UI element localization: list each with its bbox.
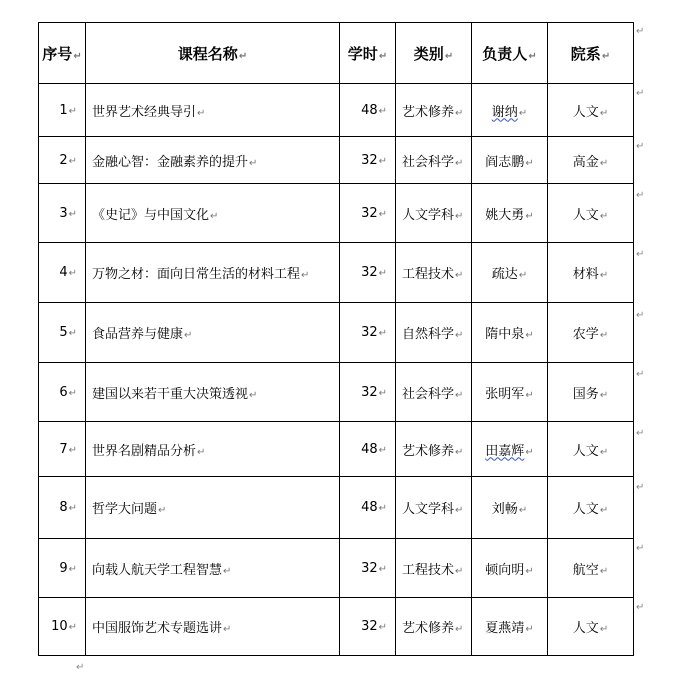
course-name: 万物之材：面向日常生活的材料工程↵ (86, 243, 340, 303)
course-hours: 32↵ (340, 598, 396, 656)
course-name: 金融心智：金融素养的提升↵ (86, 137, 340, 184)
paragraph-mark: ↵ (76, 662, 85, 673)
course-category: 自然科学↵ (396, 303, 472, 363)
row-index: 3↵ (39, 184, 86, 243)
course-category: 社会科学↵ (396, 137, 472, 184)
table-row (39, 598, 634, 656)
row-index: 2↵ (39, 137, 86, 184)
course-dept: 人文↵ (548, 598, 634, 656)
course-name: 哲学大问题↵ (86, 477, 340, 539)
course-person: 张明军↵ (472, 363, 548, 422)
header-person: 负责人↵ (472, 23, 548, 84)
course-name: 建国以来若干重大决策透视↵ (86, 363, 340, 422)
table-row (39, 303, 634, 363)
course-hours: 32↵ (340, 137, 396, 184)
table-row (39, 363, 634, 422)
course-dept: 人文↵ (548, 184, 634, 243)
course-dept: 人文↵ (548, 477, 634, 539)
table-row (39, 84, 634, 137)
header-hours: 学时↵ (340, 23, 396, 84)
course-person: 谢纳↵ (472, 84, 548, 137)
table-row (39, 477, 634, 539)
row-end-mark: ↵ (636, 602, 645, 613)
course-dept: 国务↵ (548, 363, 634, 422)
course-category: 人文学科↵ (396, 477, 472, 539)
table-row (39, 243, 634, 303)
course-dept: 人文↵ (548, 422, 634, 477)
table-row (39, 539, 634, 598)
table-row (39, 184, 634, 243)
course-name: 世界名剧精品分析↵ (86, 422, 340, 477)
header-index: 序号↵ (39, 23, 86, 84)
row-index: 4↵ (39, 243, 86, 303)
course-person: 阎志鹏↵ (472, 137, 548, 184)
row-end-mark: ↵ (636, 249, 645, 260)
course-hours: 32↵ (340, 539, 396, 598)
row-end-mark: ↵ (636, 543, 645, 554)
course-name: 中国服饰艺术专题选讲↵ (86, 598, 340, 656)
course-dept: 高金↵ (548, 137, 634, 184)
header-category: 类别↵ (396, 23, 472, 84)
row-index: 1↵ (39, 84, 86, 137)
course-dept: 农学↵ (548, 303, 634, 363)
course-category: 艺术修养↵ (396, 598, 472, 656)
course-person: 夏燕靖↵ (472, 598, 548, 656)
table-row (39, 137, 634, 184)
course-hours: 32↵ (340, 303, 396, 363)
course-person: 隋中泉↵ (472, 303, 548, 363)
course-name: 世界艺术经典导引↵ (86, 84, 340, 137)
course-person: 顿向明↵ (472, 539, 548, 598)
row-end-mark: ↵ (636, 310, 645, 321)
course-name: 《史记》与中国文化↵ (86, 184, 340, 243)
header-name: 课程名称↵ (86, 23, 340, 84)
row-end-mark: ↵ (636, 190, 645, 201)
course-dept: 材料↵ (548, 243, 634, 303)
row-index: 5↵ (39, 303, 86, 363)
course-name: 食品营养与健康↵ (86, 303, 340, 363)
course-hours: 48↵ (340, 422, 396, 477)
row-end-mark: ↵ (636, 369, 645, 380)
row-end-mark: ↵ (636, 482, 645, 493)
course-dept: 航空↵ (548, 539, 634, 598)
course-category: 工程技术↵ (396, 243, 472, 303)
course-table (38, 22, 634, 656)
header-row (39, 23, 634, 84)
course-hours: 48↵ (340, 84, 396, 137)
course-hours: 32↵ (340, 184, 396, 243)
course-category: 艺术修养↵ (396, 84, 472, 137)
course-hours: 48↵ (340, 477, 396, 539)
row-end-mark: ↵ (636, 88, 645, 99)
course-hours: 32↵ (340, 363, 396, 422)
course-dept: 人文↵ (548, 84, 634, 137)
course-person: 刘畅↵ (472, 477, 548, 539)
course-person: 田嘉辉↵ (472, 422, 548, 477)
row-index: 6↵ (39, 363, 86, 422)
row-index: 8↵ (39, 477, 86, 539)
course-person: 姚大勇↵ (472, 184, 548, 243)
course-category: 社会科学↵ (396, 363, 472, 422)
course-category: 工程技术↵ (396, 539, 472, 598)
table-row (39, 422, 634, 477)
course-name: 向载人航天学工程智慧↵ (86, 539, 340, 598)
course-hours: 32↵ (340, 243, 396, 303)
course-category: 艺术修养↵ (396, 422, 472, 477)
course-category: 人文学科↵ (396, 184, 472, 243)
row-index: 9↵ (39, 539, 86, 598)
row-end-mark: ↵ (636, 141, 645, 152)
row-index: 7↵ (39, 422, 86, 477)
row-index: 10↵ (39, 598, 86, 656)
course-person: 疏达↵ (472, 243, 548, 303)
row-end-mark: ↵ (636, 428, 645, 439)
row-end-mark: ↵ (636, 26, 645, 37)
header-dept: 院系↵ (548, 23, 634, 84)
